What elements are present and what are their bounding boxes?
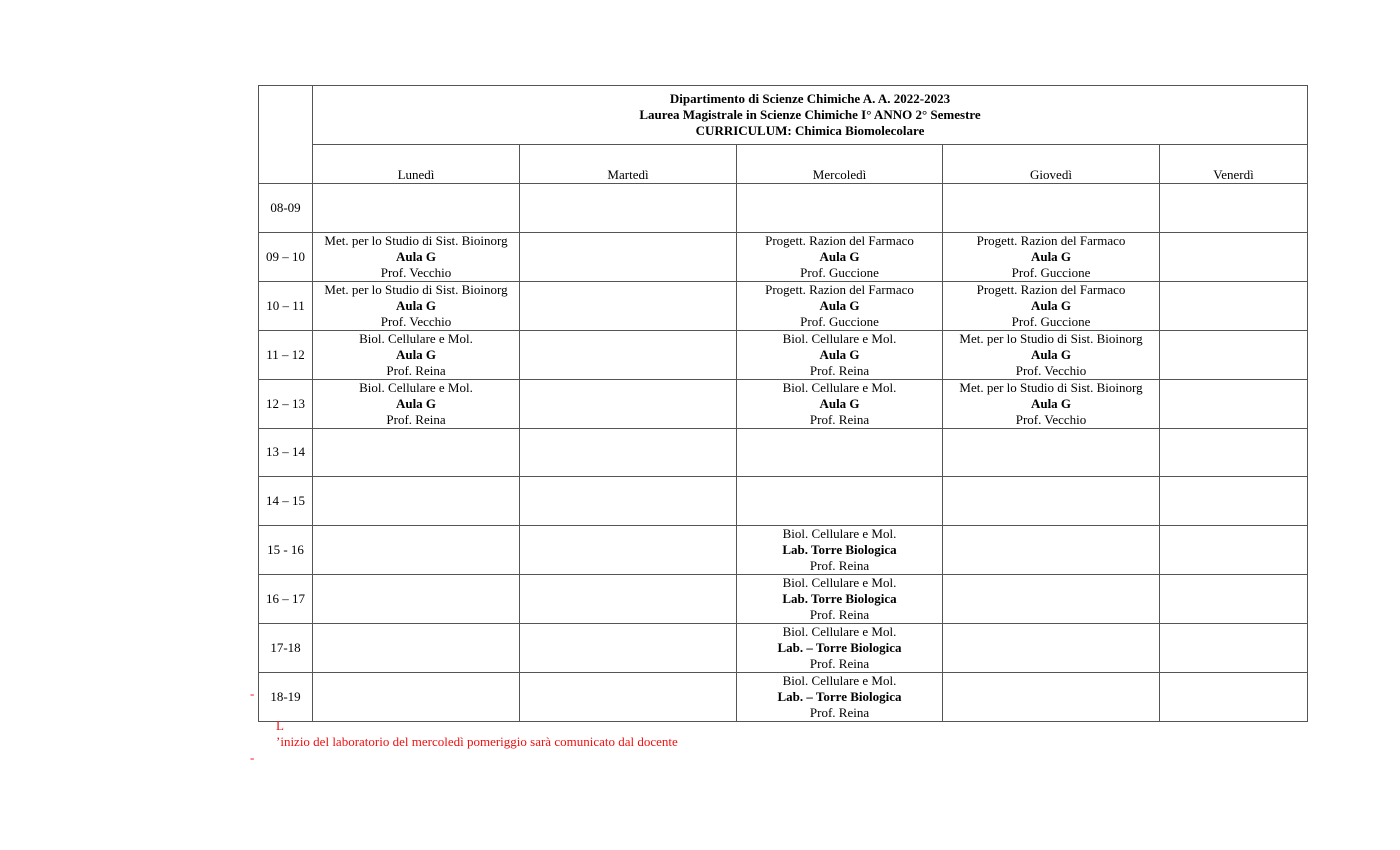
room-name: Lab. Torre Biologica bbox=[782, 590, 897, 606]
schedule-cell bbox=[520, 623, 737, 672]
schedule-cell bbox=[1160, 184, 1308, 233]
room-name: Lab. Torre Biologica bbox=[782, 541, 897, 557]
schedule-cell bbox=[943, 428, 1160, 477]
time-slot-label: 16 – 17 bbox=[259, 574, 313, 623]
schedule-cell bbox=[1160, 623, 1308, 672]
professor-name: Prof. Vecchio bbox=[380, 313, 452, 329]
professor-name: Prof. Reina bbox=[386, 411, 446, 427]
table-row bbox=[259, 428, 1308, 477]
professor-name: Prof. Guccione bbox=[1011, 264, 1091, 280]
room-name: Aula G bbox=[395, 395, 437, 411]
room-name: Lab. – Torre Biologica bbox=[777, 639, 902, 655]
day-header bbox=[520, 145, 737, 184]
professor-name: Prof. Vecchio bbox=[1015, 411, 1087, 427]
table-row bbox=[259, 477, 1308, 526]
schedule-cell bbox=[943, 379, 1160, 428]
schedule-cell bbox=[313, 184, 520, 233]
professor-name: Prof. Reina bbox=[809, 411, 870, 427]
schedule-cell bbox=[737, 281, 943, 330]
schedule-cell bbox=[313, 428, 520, 477]
professor-name: Prof. Vecchio bbox=[380, 264, 452, 280]
room-name: Aula G bbox=[395, 297, 437, 313]
day-label: Mercoledì bbox=[812, 167, 867, 182]
room-name: Aula G bbox=[819, 248, 860, 264]
schedule-cell bbox=[520, 281, 737, 330]
time-slot-label: 12 – 13 bbox=[259, 379, 313, 428]
schedule-cell bbox=[520, 477, 737, 526]
course-name: Met. per lo Studio di Sist. Bioinorg bbox=[324, 232, 508, 248]
course-name: Met. per lo Studio di Sist. Bioinorg bbox=[324, 281, 508, 297]
room-name: Aula G bbox=[1030, 346, 1072, 362]
schedule-cell bbox=[520, 525, 737, 574]
schedule-cell bbox=[943, 672, 1160, 721]
schedule-cell bbox=[313, 477, 520, 526]
course-name: Biol. Cellulare e Mol. bbox=[359, 379, 473, 395]
course-name: Met. per lo Studio di Sist. Bioinorg bbox=[959, 330, 1143, 346]
course-name: Biol. Cellulare e Mol. bbox=[782, 623, 897, 639]
schedule-cell bbox=[1160, 379, 1308, 428]
schedule-cell bbox=[943, 232, 1160, 281]
schedule-cell bbox=[1160, 574, 1308, 623]
room-name: Aula G bbox=[819, 297, 860, 313]
schedule-cell bbox=[737, 477, 943, 526]
time-slot-label: 15 - 16 bbox=[259, 525, 313, 574]
schedule-cell bbox=[1160, 232, 1308, 281]
time-slot-label: 18-19 bbox=[259, 672, 313, 721]
professor-name: Prof. Reina bbox=[809, 606, 870, 622]
schedule-cell bbox=[1160, 672, 1308, 721]
time-slot-label: 09 – 10 bbox=[259, 232, 313, 281]
day-label: Lunedì bbox=[397, 167, 435, 182]
schedule-cell bbox=[737, 672, 943, 721]
time-slot-label: 13 – 14 bbox=[259, 428, 313, 477]
course-name: Biol. Cellulare e Mol. bbox=[782, 574, 897, 590]
professor-name: Prof. Guccione bbox=[1011, 313, 1091, 329]
schedule-cell bbox=[313, 330, 520, 379]
curriculum-title: CURRICULUM: Chimica Biomolecolare bbox=[695, 123, 925, 138]
professor-name: Prof. Guccione bbox=[800, 313, 879, 329]
time-slot-label: 17-18 bbox=[259, 623, 313, 672]
schedule-cell bbox=[943, 477, 1160, 526]
schedule-cell bbox=[313, 672, 520, 721]
degree-title: Laurea Magistrale in Scienze Chimiche I° ANNO 2° Semestre bbox=[639, 107, 981, 122]
schedule-cell bbox=[313, 232, 520, 281]
schedule-cell bbox=[943, 623, 1160, 672]
schedule-cell bbox=[1160, 428, 1308, 477]
title-cell bbox=[313, 86, 1308, 145]
room-name: Aula G bbox=[395, 248, 437, 264]
table-row bbox=[259, 623, 1308, 672]
schedule-cell bbox=[943, 330, 1160, 379]
schedule-cell bbox=[1160, 281, 1308, 330]
professor-name: Prof. Reina bbox=[809, 362, 870, 378]
schedule-cell bbox=[520, 672, 737, 721]
professor-name: Prof. Reina bbox=[809, 704, 870, 720]
table-row bbox=[259, 379, 1308, 428]
day-header bbox=[313, 145, 520, 184]
schedule-cell bbox=[943, 525, 1160, 574]
day-label: Martedì bbox=[607, 167, 649, 182]
time-slot-label: 08-09 bbox=[259, 184, 313, 233]
table-row bbox=[259, 232, 1308, 281]
schedule-cell bbox=[737, 232, 943, 281]
schedule-cell bbox=[737, 428, 943, 477]
room-name: Aula G bbox=[395, 346, 437, 362]
course-name: Biol. Cellulare e Mol. bbox=[782, 525, 897, 541]
professor-name: Prof. Vecchio bbox=[1015, 362, 1087, 378]
lab-note: ’inizio del laboratorio del mercoledì pomeriggio sarà comunicato dal docente bbox=[276, 734, 678, 749]
table-row bbox=[259, 184, 1308, 233]
course-name: Met. per lo Studio di Sist. Bioinorg bbox=[959, 379, 1143, 395]
time-slot-label: 11 – 12 bbox=[259, 330, 313, 379]
schedule-cell bbox=[520, 379, 737, 428]
header-row bbox=[259, 86, 1308, 145]
table-row bbox=[259, 525, 1308, 574]
room-name: Aula G bbox=[819, 395, 860, 411]
room-name: Lab. – Torre Biologica bbox=[777, 688, 902, 704]
note-marker: - bbox=[250, 686, 255, 701]
professor-name: Prof. Reina bbox=[386, 362, 446, 378]
schedule-cell bbox=[520, 428, 737, 477]
schedule-cell bbox=[737, 379, 943, 428]
day-header bbox=[737, 145, 943, 184]
schedule-cell bbox=[520, 330, 737, 379]
course-name: Biol. Cellulare e Mol. bbox=[782, 330, 897, 346]
schedule-cell bbox=[1160, 330, 1308, 379]
schedule-cell bbox=[520, 574, 737, 623]
schedule-cell bbox=[943, 281, 1160, 330]
schedule-cell bbox=[520, 184, 737, 233]
schedule-cell bbox=[520, 232, 737, 281]
time-slot-label: 10 – 11 bbox=[259, 281, 313, 330]
schedule-cell bbox=[737, 330, 943, 379]
course-name: Biol. Cellulare e Mol. bbox=[359, 330, 473, 346]
table-row bbox=[259, 574, 1308, 623]
room-name: Aula G bbox=[1030, 395, 1072, 411]
course-name: Progett. Razion del Farmaco bbox=[765, 281, 914, 297]
course-name: Progett. Razion del Farmaco bbox=[765, 232, 914, 248]
schedule-cell bbox=[313, 379, 520, 428]
professor-name: Prof. Reina bbox=[809, 655, 870, 671]
schedule-cell bbox=[313, 574, 520, 623]
schedule-cell bbox=[737, 525, 943, 574]
room-name: Aula G bbox=[1030, 297, 1072, 313]
schedule-cell bbox=[1160, 525, 1308, 574]
day-header-row bbox=[259, 145, 1308, 184]
table-row bbox=[259, 330, 1308, 379]
room-name: Aula G bbox=[1030, 248, 1072, 264]
course-name: Biol. Cellulare e Mol. bbox=[782, 379, 897, 395]
schedule-cell bbox=[1160, 477, 1308, 526]
schedule-cell bbox=[737, 184, 943, 233]
note-letter: L bbox=[276, 718, 284, 733]
time-slot-label: 14 – 15 bbox=[259, 477, 313, 526]
professor-name: Prof. Guccione bbox=[800, 264, 879, 280]
schedule-cell bbox=[943, 184, 1160, 233]
schedule-cell bbox=[943, 574, 1160, 623]
day-header bbox=[1160, 145, 1308, 184]
course-name: Progett. Razion del Farmaco bbox=[976, 232, 1126, 248]
timetable bbox=[258, 85, 1308, 722]
schedule-cell bbox=[313, 281, 520, 330]
schedule-cell bbox=[313, 623, 520, 672]
room-name: Aula G bbox=[819, 346, 860, 362]
day-label: Venerdì bbox=[1213, 167, 1254, 182]
professor-name: Prof. Reina bbox=[809, 557, 870, 573]
corner-cell bbox=[259, 86, 313, 184]
table-row bbox=[259, 281, 1308, 330]
course-name: Biol. Cellulare e Mol. bbox=[782, 672, 897, 688]
note-marker-2: - bbox=[250, 750, 255, 765]
table-row bbox=[259, 672, 1308, 721]
schedule-cell bbox=[313, 525, 520, 574]
day-label: Giovedì bbox=[1030, 167, 1072, 182]
course-name: Progett. Razion del Farmaco bbox=[976, 281, 1126, 297]
schedule-cell bbox=[737, 574, 943, 623]
department-title: Dipartimento di Scienze Chimiche A. A. 2022-2023 bbox=[669, 91, 951, 106]
schedule-cell bbox=[737, 623, 943, 672]
day-header bbox=[943, 145, 1160, 184]
